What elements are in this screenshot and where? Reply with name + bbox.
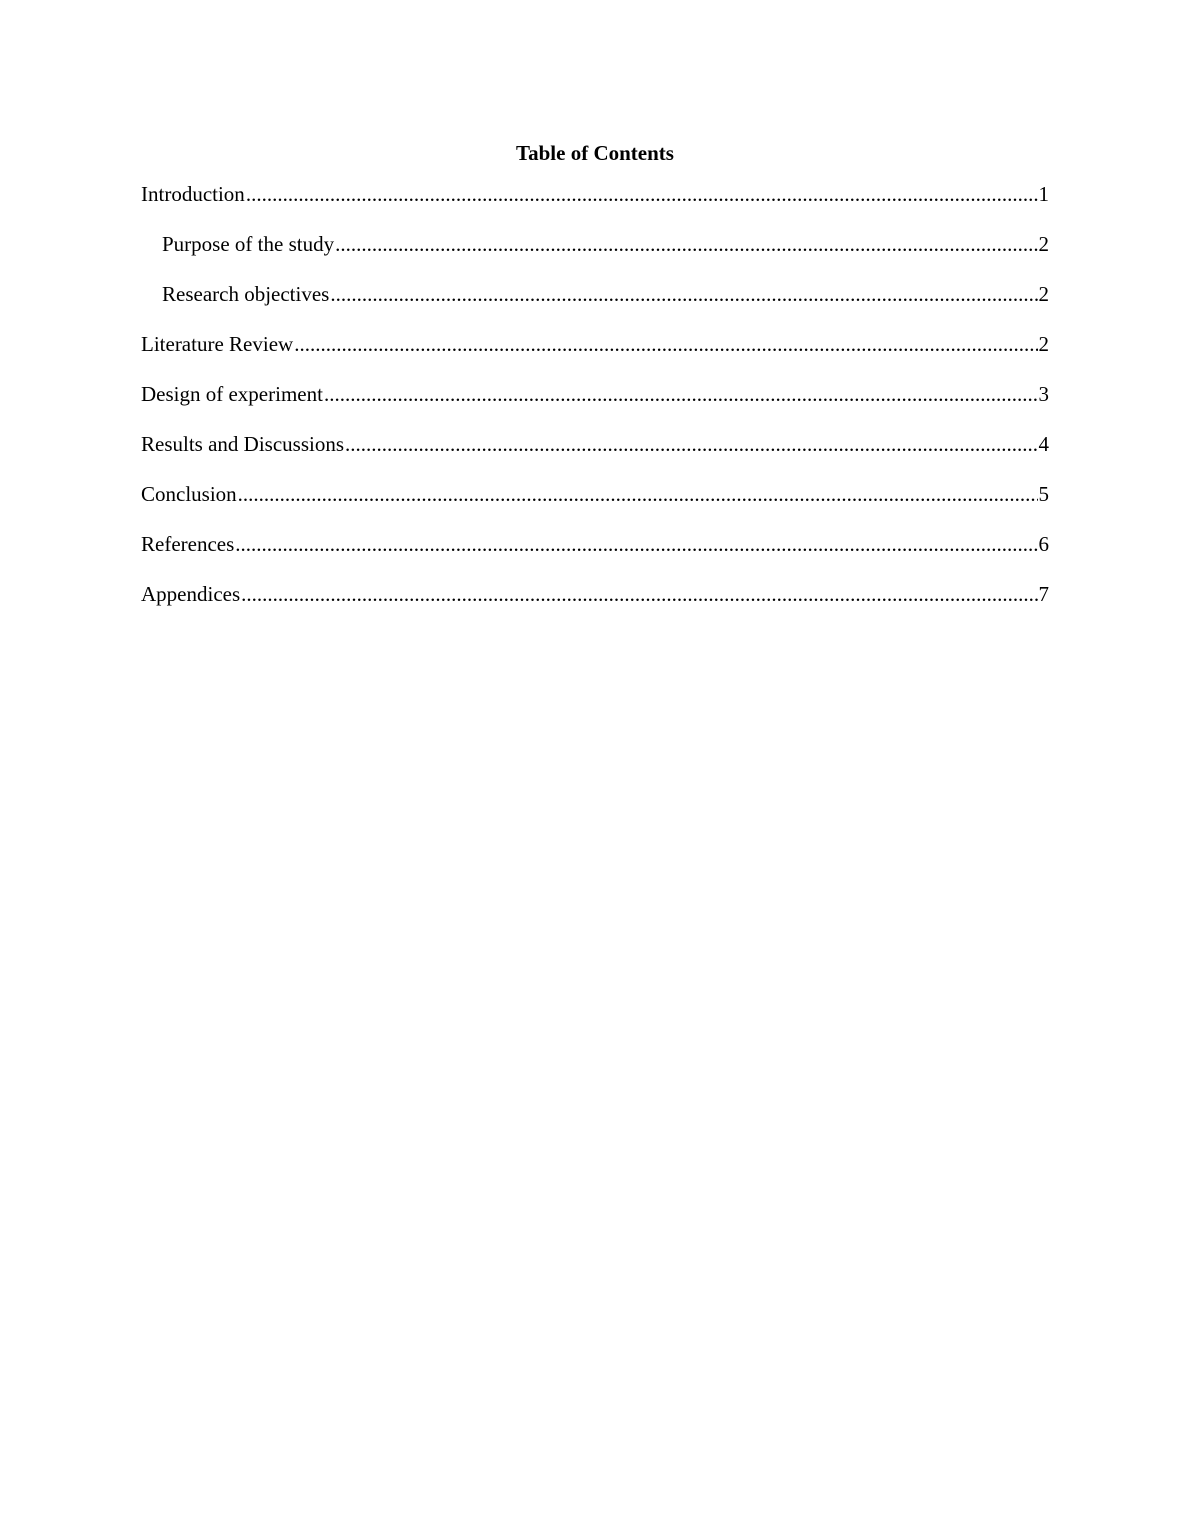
toc-dot-leader (335, 231, 1037, 257)
toc-entry-page: 2 (1038, 282, 1049, 306)
toc-entry-label: Design of experiment (141, 382, 323, 406)
toc-entry-label: Introduction (141, 182, 245, 206)
toc-entry-page: 1 (1038, 182, 1049, 206)
toc-entry-research-objectives[interactable] (141, 281, 1049, 331)
toc-entry-literature-review[interactable] (141, 331, 1049, 381)
toc-entry-results-and-discussions[interactable] (141, 431, 1049, 481)
toc-list (141, 181, 1049, 631)
toc-entry-label: Purpose of the study (162, 232, 335, 256)
toc-dot-leader (238, 481, 1038, 507)
toc-dot-leader (330, 281, 1037, 307)
toc-entry-page: 5 (1038, 482, 1049, 506)
toc-title: Table of Contents (516, 141, 674, 165)
toc-entry-conclusion[interactable] (141, 481, 1049, 531)
toc-dot-leader (241, 581, 1037, 607)
toc-entry-page: 2 (1038, 332, 1049, 356)
toc-entry-page: 3 (1038, 382, 1049, 406)
toc-dot-leader (324, 381, 1038, 407)
toc-dot-leader (235, 531, 1037, 557)
toc-entry-references[interactable] (141, 531, 1049, 581)
toc-entry-page: 4 (1038, 432, 1049, 456)
toc-entry-page: 2 (1038, 232, 1049, 256)
toc-dot-leader (345, 431, 1037, 457)
toc-dot-leader (294, 331, 1037, 357)
toc-entry-label: Appendices (141, 582, 241, 606)
toc-entry-appendices[interactable] (141, 581, 1049, 631)
toc-entry-label: Conclusion (141, 482, 237, 506)
toc-entry-label: References (141, 532, 235, 556)
toc-entry-page: 7 (1038, 582, 1049, 606)
toc-entry-design-of-experiment[interactable] (141, 381, 1049, 431)
toc-entry-label: Results and Discussions (141, 432, 345, 456)
toc-entry-introduction[interactable] (141, 181, 1049, 231)
toc-entry-label: Research objectives (162, 282, 330, 306)
toc-entry-purpose-of-the-study[interactable] (141, 231, 1049, 281)
toc-entry-page: 6 (1038, 532, 1049, 556)
toc-dot-leader (246, 181, 1038, 207)
toc-entry-label: Literature Review (141, 332, 294, 356)
